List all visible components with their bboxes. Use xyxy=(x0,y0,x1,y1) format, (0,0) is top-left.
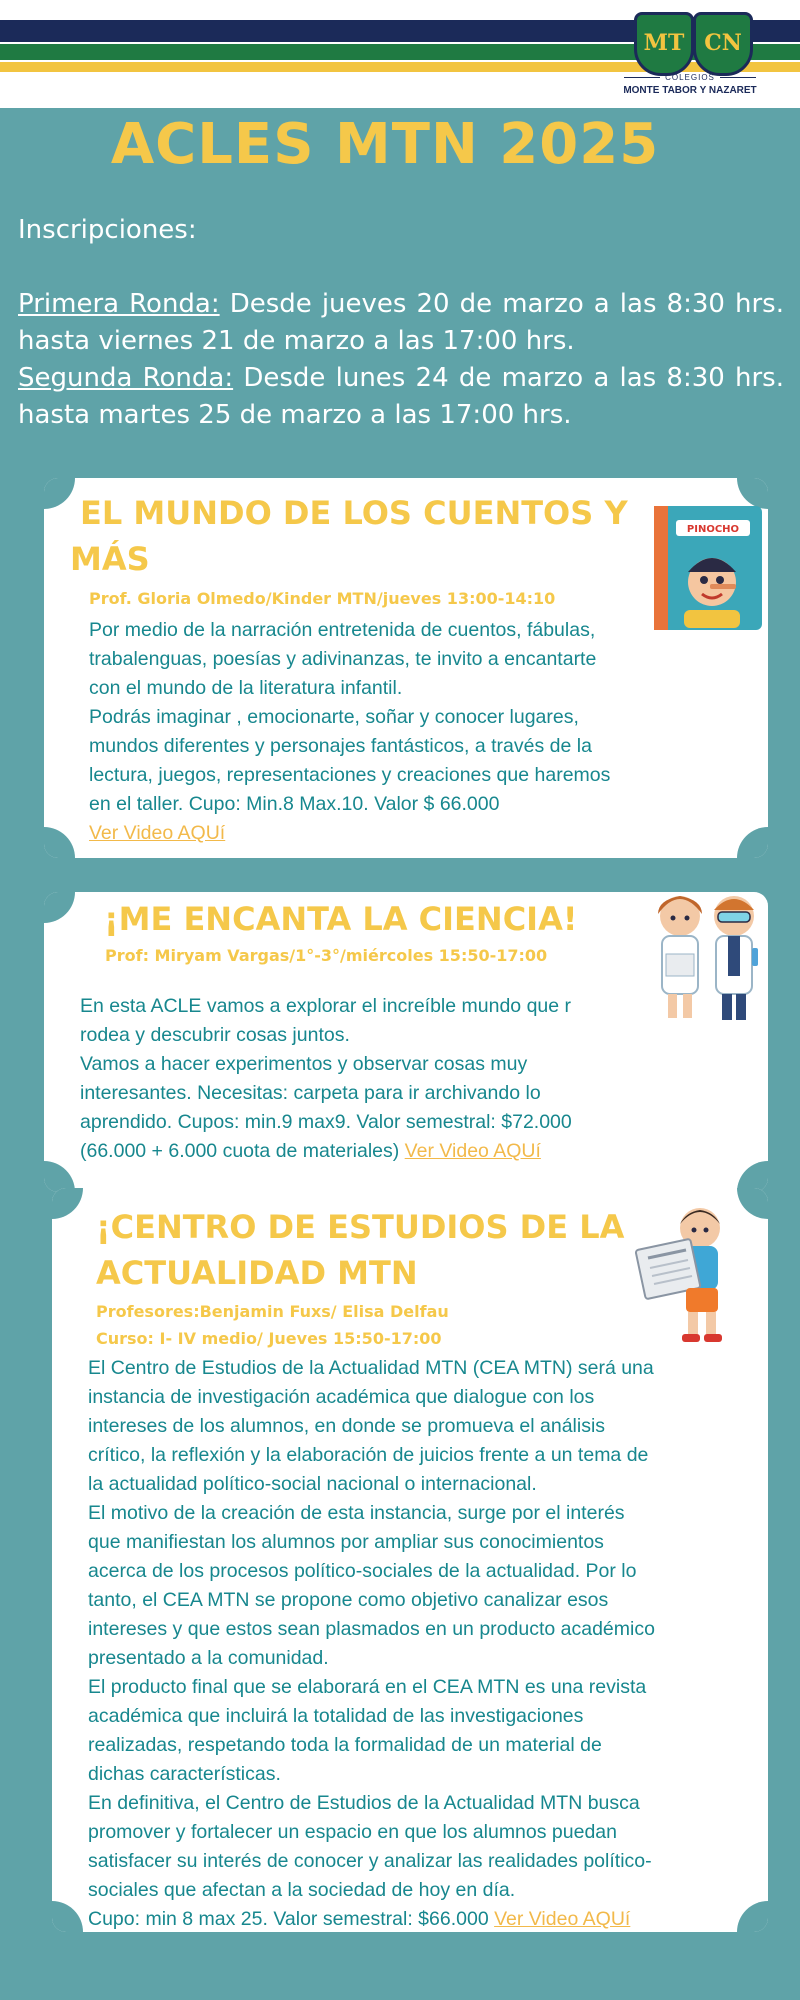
round-2 xyxy=(18,360,784,434)
text-line: promover y fortalecer un espacio en que los alumnos puedan xyxy=(88,1821,617,1843)
text-line: acerca de los procesos político-sociales de la actualidad. Por lo xyxy=(88,1560,637,1582)
text-line: trabalenguas, poesías y adivinanzas, te invito a encantarte xyxy=(89,648,597,670)
text-line: satisfacer su interés de conocer y analizar las realidades político- xyxy=(88,1850,652,1872)
card-title-line: ACTUALIDAD MTN xyxy=(96,1254,418,1292)
card-title: ¡ME ENCANTA LA CIENCIA! xyxy=(104,900,578,938)
text-line: En definitiva, el Centro de Estudios de la Actualidad MTN busca xyxy=(88,1792,640,1814)
text-line: intereses de los alumnos, en donde se promueva el análisis xyxy=(88,1415,606,1437)
text-line: El motivo de la creación de esta instancia, surge por el interés xyxy=(88,1502,625,1524)
text-line: realizadas, respetando toda la formalidad de un material de xyxy=(88,1734,602,1756)
shield-logo-mt: MT xyxy=(634,12,694,76)
card-subtitle xyxy=(96,1298,656,1352)
text-line: que manifiestan los alumnos por ampliar sus conocimientos xyxy=(88,1531,604,1553)
registration-info xyxy=(18,212,784,434)
book-cover-title: PINOCHO xyxy=(686,524,740,535)
text-line: instancia de investigación académica que dialogue con los xyxy=(88,1386,595,1408)
text-line: en el taller. Cupo: Min.8 Max.10. Valor $ 66.000 xyxy=(89,793,500,815)
text-line: académica que incluirá la totalidad de las investigaciones xyxy=(88,1705,584,1727)
text-line: rodea y descubrir cosas juntos. xyxy=(80,1024,350,1046)
text-line: Por medio de la narración entretenida de cuentos, fábulas, xyxy=(89,619,596,641)
text-line: Vamos a hacer experimentos y observar cosas muy xyxy=(80,1053,528,1075)
card-title-line: MÁS xyxy=(70,540,150,578)
card-subtitle-line: Curso: I- IV medio/ Jueves 15:50-17:00 xyxy=(96,1329,442,1348)
text-line: El producto final que se elaborará en el CEA MTN es una revista xyxy=(88,1676,647,1698)
round-2-label: Segunda Ronda: xyxy=(18,363,234,393)
acle-card-cuentos xyxy=(44,478,768,858)
text-line: lectura, juegos, representaciones y creaciones que haremos xyxy=(89,764,611,786)
text-line: la actualidad político-social nacional o internacional. xyxy=(88,1473,537,1495)
round-1 xyxy=(18,286,784,360)
card-title xyxy=(70,490,640,582)
registration-heading: Inscripciones: xyxy=(18,215,197,245)
acle-card-cea xyxy=(52,1188,768,1932)
card-subtitle: Prof. Gloria Olmedo/Kinder MTN/jueves 13:00-14:10 xyxy=(89,589,556,608)
card-subtitle-line: Profesores:Benjamin Fuxs/ Elisa Delfau xyxy=(96,1302,449,1321)
round-1-label: Primera Ronda: xyxy=(18,289,220,319)
text-line: mundos diferentes y personajes fantásticos, a través de la xyxy=(89,735,592,757)
text-line: presentado a la comunidad. xyxy=(88,1647,329,1669)
card-subtitle: Prof: Miryam Vargas/1°-3°/miércoles 15:50-17:00 xyxy=(105,946,548,965)
header-band xyxy=(0,0,800,108)
video-link[interactable]: Ver Video AQUí xyxy=(404,1140,541,1162)
text-line: En esta ACLE vamos a explorar el increíble mundo que r xyxy=(80,995,572,1017)
text-line: tanto, el CEA MTN se propone como objetivo canalizar esos xyxy=(88,1589,609,1611)
text-line: intereses y que estos sean plasmados en un producto académico xyxy=(88,1618,655,1640)
school-name: MONTE TABOR Y NAZARET xyxy=(623,85,757,96)
card-description xyxy=(80,992,690,1166)
text-line: sociales que afectan a la sociedad de hoy en día. xyxy=(88,1879,516,1901)
text-line: (66.000 + 6.000 cuota de materiales) xyxy=(80,1140,405,1162)
video-link[interactable]: Ver Video AQUí xyxy=(89,822,226,844)
kids-scientists-illustration xyxy=(644,892,768,1028)
card-title-line: EL MUNDO DE LOS CUENTOS Y xyxy=(80,494,628,532)
card-description xyxy=(89,616,719,848)
video-link[interactable]: Ver Video AQUí xyxy=(494,1908,631,1930)
newspaper-reader-illustration xyxy=(634,1198,754,1348)
text-line: crítico, la reflexión y la elaboración de juicios frente a un tema de xyxy=(88,1444,649,1466)
round-1-text: Desde jueves 20 de marzo a las 8:30 hrs. hasta viernes 21 de marzo a las 17:00 hrs. xyxy=(18,289,784,356)
card-title xyxy=(96,1204,656,1296)
card-description xyxy=(88,1354,748,1932)
text-line: dichas características. xyxy=(88,1763,281,1785)
text-line: Cupo: min 8 max 25. Valor semestral: $66.000 xyxy=(88,1908,495,1930)
text-line: Podrás imaginar , emocionarte, soñar y conocer lugares, xyxy=(89,706,579,728)
shield-logo-cn: CN xyxy=(693,12,753,76)
text-line: El Centro de Estudios de la Actualidad MTN (CEA MTN) será una xyxy=(88,1357,654,1379)
text-line: con el mundo de la literatura infantil. xyxy=(89,677,403,699)
book-illustration xyxy=(646,500,768,635)
page-title: ACLES MTN 2025 xyxy=(110,112,660,177)
acle-card-ciencia xyxy=(44,892,768,1192)
school-label-small: COLEGIOS xyxy=(612,73,768,82)
round-2-text: Desde lunes 24 de marzo a las 8:30 hrs. hasta martes 25 de marzo a las 17:00 hrs. xyxy=(18,363,784,430)
text-line: interesantes. Necesitas: carpeta para ir archivando lo xyxy=(80,1082,541,1104)
text-line: aprendido. Cupos: min.9 max9. Valor semestral: $72.000 xyxy=(80,1111,572,1133)
card-title-line: ¡CENTRO DE ESTUDIOS DE LA xyxy=(96,1208,625,1246)
